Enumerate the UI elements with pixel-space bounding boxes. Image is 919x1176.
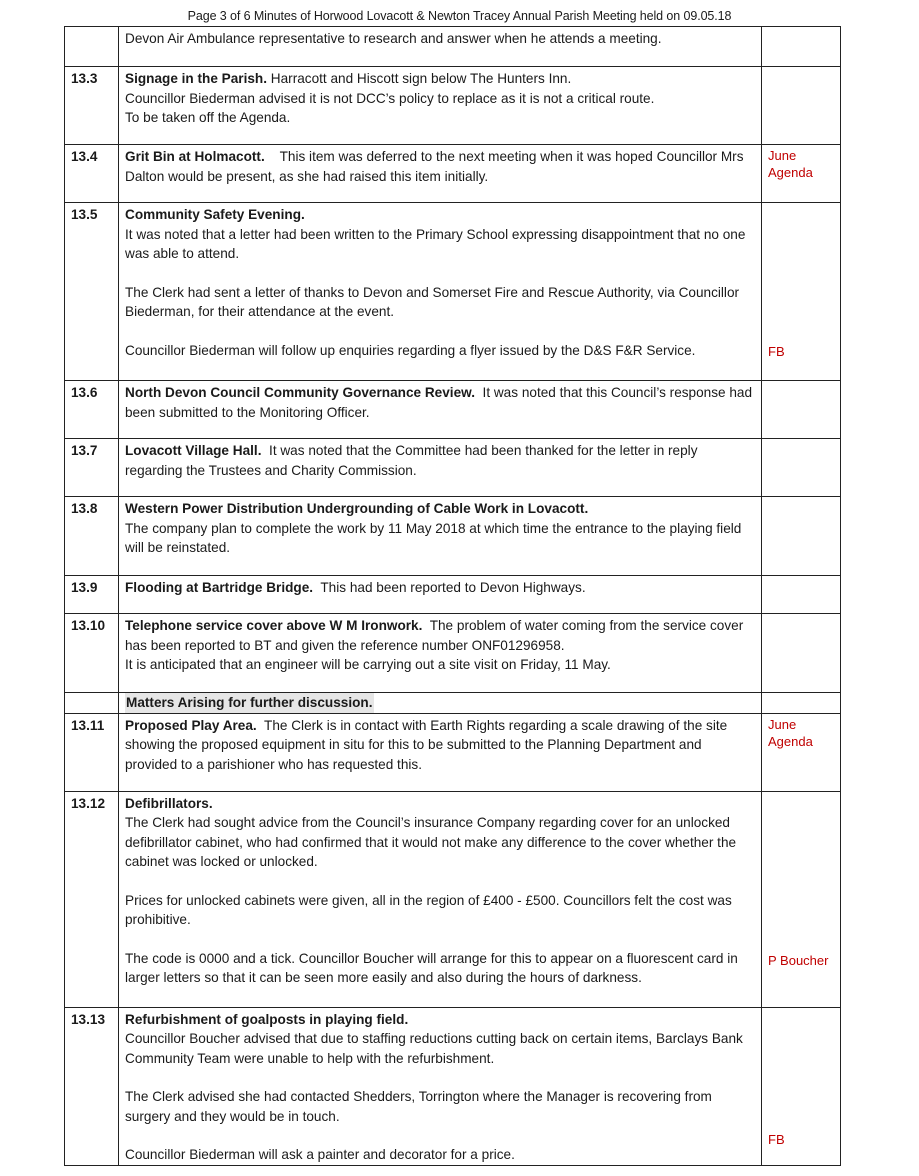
item-title: Grit Bin at Holmacott. <box>125 149 265 164</box>
item-body <box>119 381 762 439</box>
action-cell <box>762 27 841 67</box>
action-cell <box>762 693 841 714</box>
item-line: It is anticipated that an engineer will be carrying out a site visit on Friday, 11 May. <box>125 657 611 672</box>
item-number <box>65 693 119 714</box>
item-body <box>119 439 762 497</box>
item-text: This had been reported to Devon Highways. <box>313 580 586 595</box>
table-row <box>65 67 841 145</box>
item-number: 13.3 <box>65 67 119 145</box>
item-title: North Devon Council Community Governance Review. <box>125 385 475 400</box>
item-title: Refurbishment of goalposts in playing field. <box>125 1011 409 1027</box>
item-text: It was noted that this Council’s response had been submitted to the Monitoring Officer. <box>125 385 756 420</box>
item-text: Devon Air Ambulance representative to research and answer when he attends a meeting. <box>125 31 662 46</box>
table-row <box>65 693 841 714</box>
item-body <box>119 713 762 791</box>
action-cell <box>762 791 841 1007</box>
item-body <box>119 576 762 614</box>
action-cell <box>762 203 841 381</box>
item-paragraph: The code is 0000 and a tick. Councillor Boucher will arrange for this to appear on a fluorescent card in larger letters so that it can be seen more easily and also during the hours of darkness. <box>125 950 738 985</box>
item-body <box>119 203 762 381</box>
item-number <box>65 27 119 67</box>
item-body <box>119 1007 762 1165</box>
item-number: 13.8 <box>65 497 119 576</box>
item-number: 13.4 <box>65 145 119 203</box>
action-label: June Agenda <box>762 713 841 791</box>
item-body <box>119 791 762 1007</box>
item-title: Proposed Play Area. <box>125 717 257 733</box>
item-number: 13.10 <box>65 614 119 693</box>
item-body <box>119 145 762 203</box>
table-row <box>65 614 841 693</box>
action-cell <box>762 614 841 693</box>
action-label: FB <box>768 344 785 359</box>
item-number: 13.5 <box>65 203 119 381</box>
item-paragraph: Councillor Biederman will follow up enquiries regarding a flyer issued by the D&S F&R Service. <box>125 342 696 358</box>
item-number: 13.9 <box>65 576 119 614</box>
item-number: 13.6 <box>65 381 119 439</box>
action-cell <box>762 1007 841 1165</box>
table-row <box>65 381 841 439</box>
item-title: Lovacott Village Hall. <box>125 443 262 458</box>
item-text: The Clerk is in contact with Earth Rights regarding a scale drawing of the site showing the proposed equipment in situ for this to be submitted to the Planning Department and provided to a parishioner who has requested this. <box>125 717 731 772</box>
item-paragraph: The Clerk advised she had contacted Shedders, Torrington where the Manager is recovering from surgery and they would be in touch. <box>125 1089 712 1124</box>
item-body <box>119 614 762 693</box>
item-text: This item was deferred to the next meeting when it was hoped Councillor Mrs Dalton would be present, as she had raised this item initially. <box>125 149 748 184</box>
item-title: Defibrillators. <box>125 795 213 811</box>
item-body <box>119 27 762 67</box>
table-row <box>65 713 841 791</box>
item-line: To be taken off the Agenda. <box>125 110 291 125</box>
item-paragraph: It was noted that a letter had been written to the Primary School expressing disappointment that no one was able to attend. <box>125 226 746 261</box>
item-text: It was noted that the Committee had been thanked for the letter in reply regarding the Trustees and Charity Commission. <box>125 443 702 478</box>
item-text: The problem of water coming from the service cover has been reported to BT and given the reference number ONF01296958. <box>125 618 748 653</box>
table-row <box>65 1007 841 1165</box>
item-title: Flooding at Bartridge Bridge. <box>125 580 314 595</box>
action-cell <box>762 497 841 576</box>
item-line <box>125 69 755 89</box>
table-row <box>65 497 841 576</box>
item-title: Western Power Distribution Undergrounding of Cable Work in Lovacott. <box>125 501 589 516</box>
table-row <box>65 791 841 1007</box>
action-label: June Agenda <box>762 145 841 203</box>
action-cell <box>762 576 841 614</box>
table-row <box>65 439 841 497</box>
item-paragraph: The Clerk had sent a letter of thanks to Devon and Somerset Fire and Rescue Authority, via Councillor Biederman, for their attendance at the event. <box>125 284 740 319</box>
item-paragraph: Councillor Boucher advised that due to staffing reductions cutting back on certain items, Barclays Bank Community Team were unable to help with the refurbishment. <box>125 1031 743 1066</box>
table-row <box>65 27 841 67</box>
table-row <box>65 576 841 614</box>
item-number: 13.7 <box>65 439 119 497</box>
item-number: 13.13 <box>65 1007 119 1165</box>
item-title: Signage in the Parish. <box>125 71 268 86</box>
table-row <box>65 203 841 381</box>
item-paragraph: Councillor Biederman will ask a painter and decorator for a price. <box>125 1147 515 1162</box>
section-heading: Matters Arising for further discussion. <box>125 693 374 713</box>
item-body <box>119 67 762 145</box>
action-cell <box>762 67 841 145</box>
action-cell <box>762 381 841 439</box>
action-cell <box>762 439 841 497</box>
item-number: 13.11 <box>65 713 119 791</box>
item-paragraph: The Clerk had sought advice from the Council’s insurance Company regarding cover for an unlocked defibrillator cabinet, who had confirmed that it would not make any difference to the cover whether the cabinet was locked or unlocked. <box>125 815 737 869</box>
item-line: Councillor Biederman advised it is not DCC’s policy to replace as it is not a critical route. <box>125 90 655 106</box>
item-number: 13.12 <box>65 791 119 1007</box>
item-body <box>119 497 762 576</box>
minutes-table <box>64 26 841 1166</box>
page-header: Page 3 of 6 Minutes of Horwood Lovacott & Newton Tracey Annual Parish Meeting held on 09.05.18 <box>187 9 732 23</box>
item-title: Community Safety Evening. <box>125 207 305 222</box>
item-paragraph: Prices for unlocked cabinets were given, all in the region of £400 - £500. Councillors felt the cost was prohibitive. <box>125 892 732 927</box>
item-text: Harracott and Hiscott sign below The Hunters Inn. <box>267 71 572 86</box>
action-label: FB <box>768 1131 785 1147</box>
item-text: The company plan to complete the work by 11 May 2018 at which time the entrance to the playing field will be reinstated. <box>125 520 742 555</box>
section-cell <box>119 693 762 714</box>
table-row <box>65 145 841 203</box>
action-label: P Boucher <box>768 952 829 968</box>
item-title: Telephone service cover above W M Ironwork. <box>125 618 423 633</box>
